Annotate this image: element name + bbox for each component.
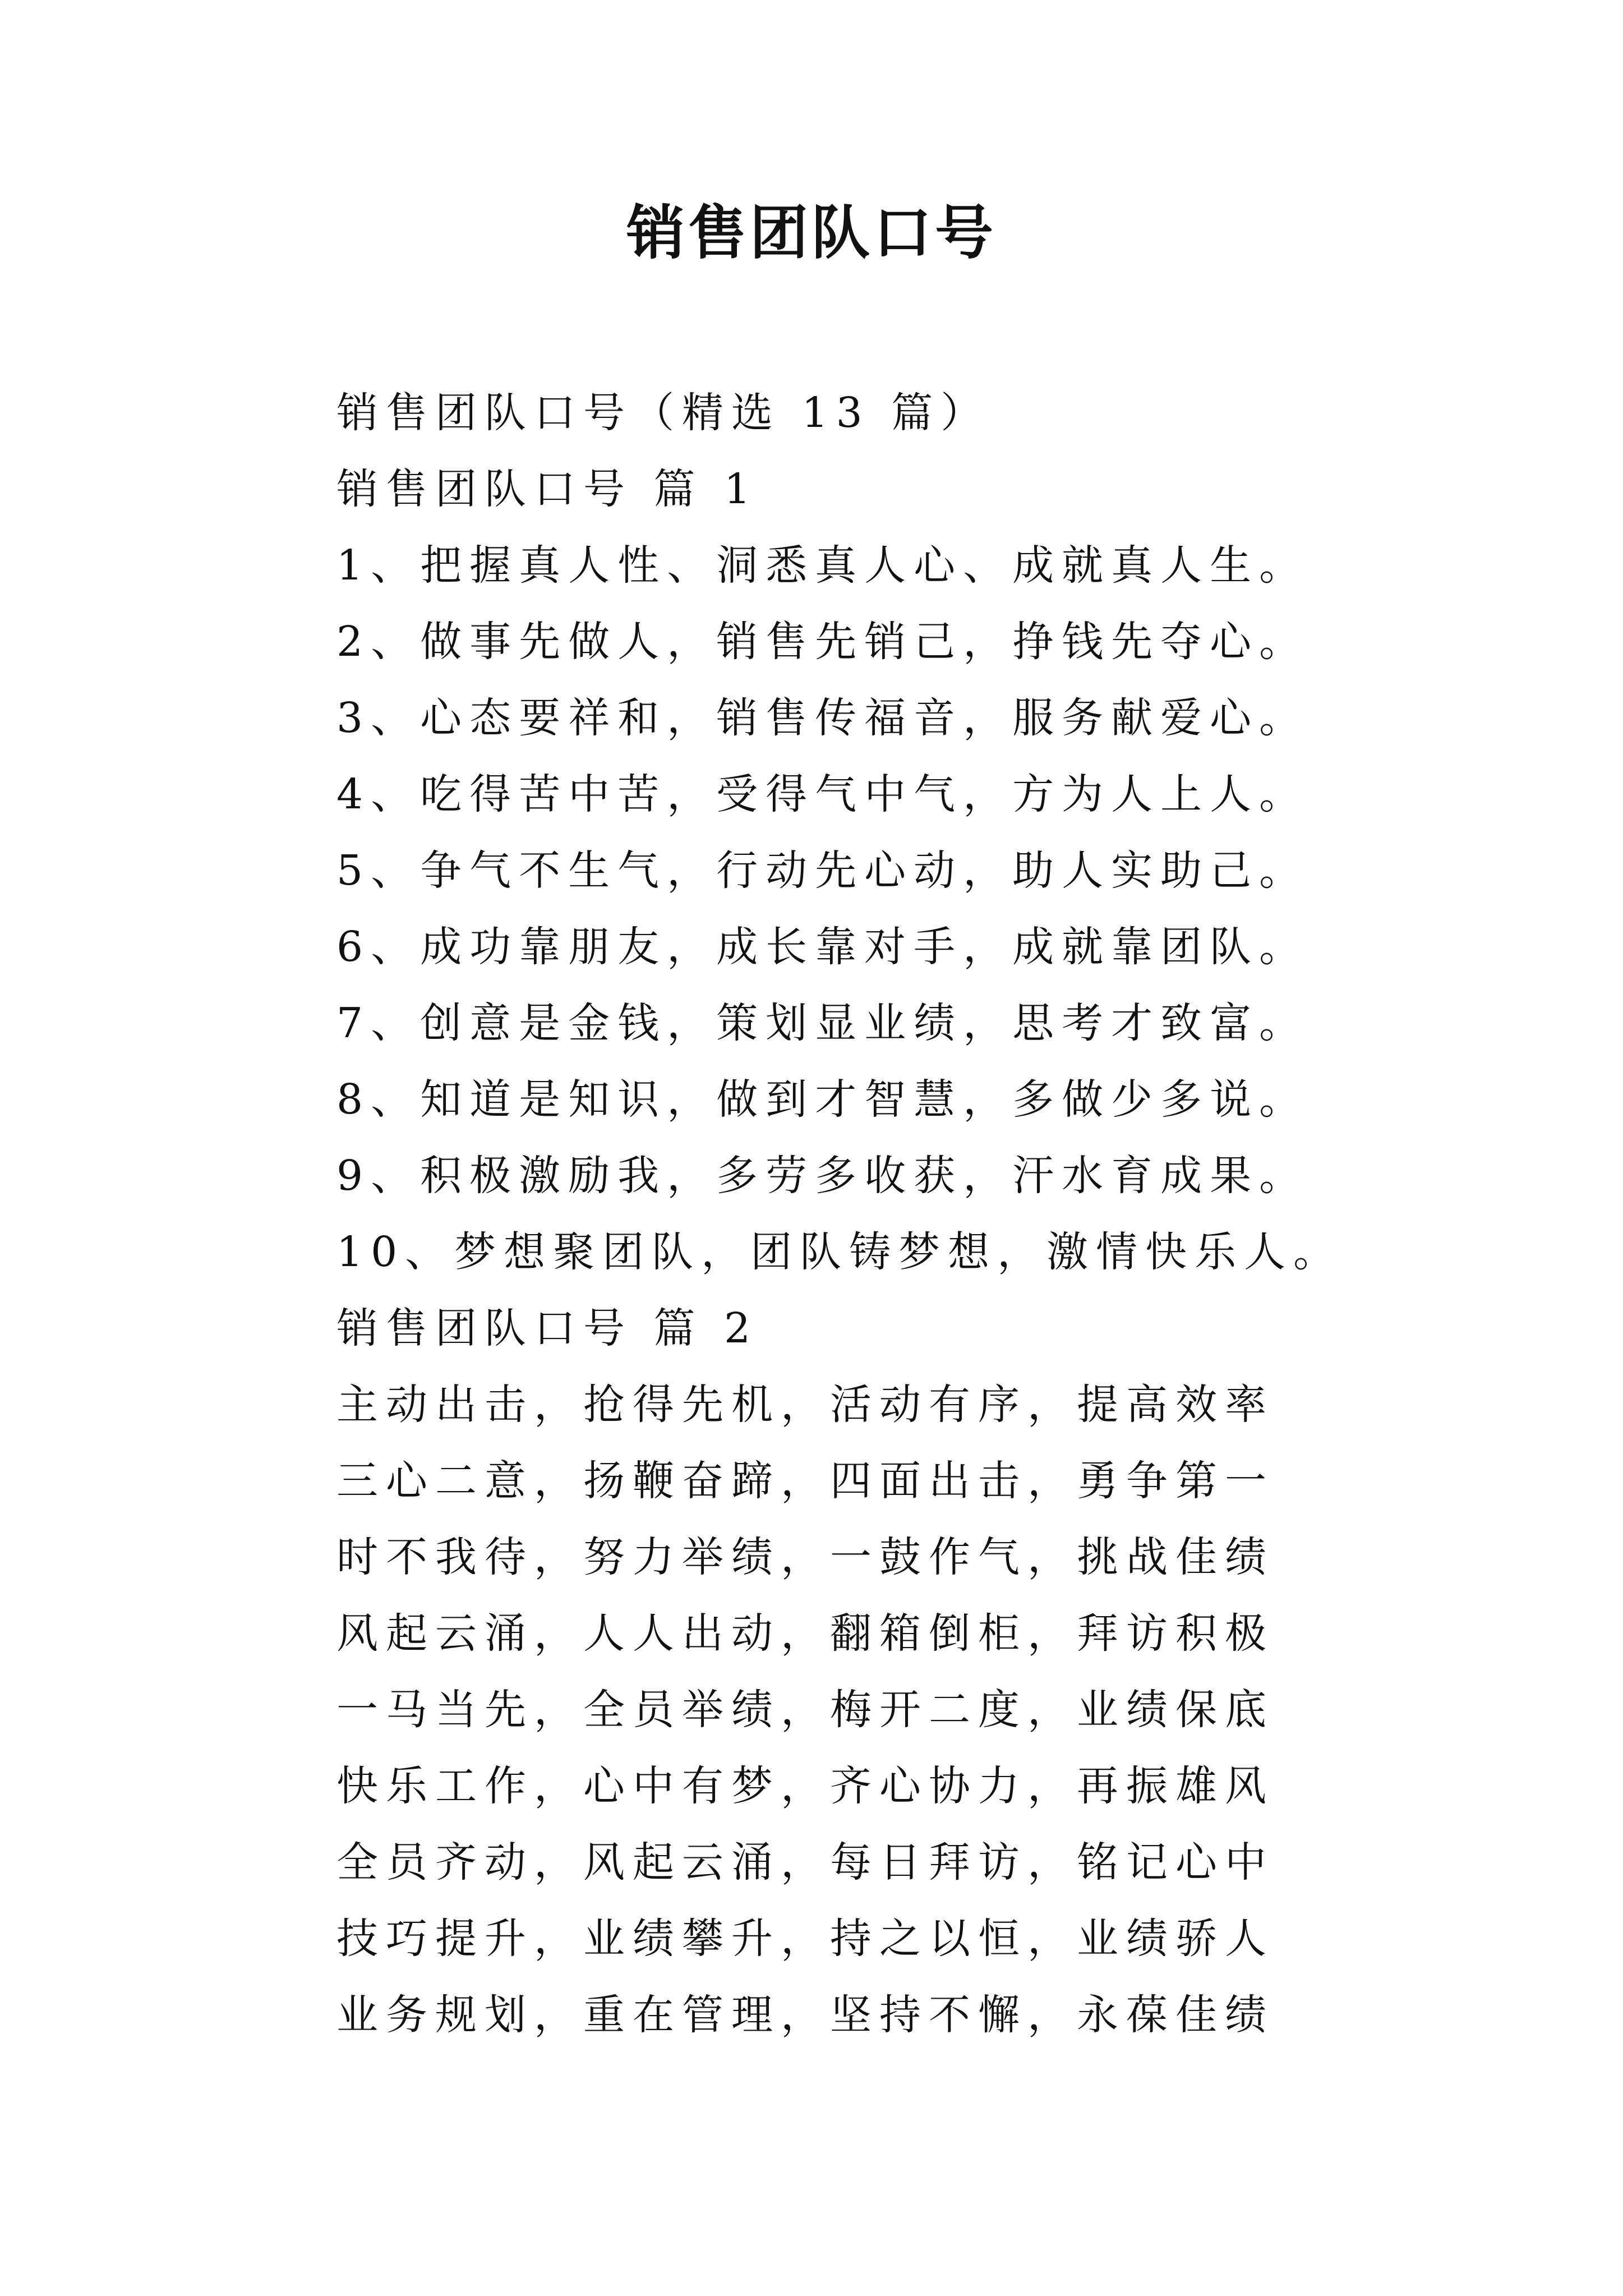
slogan-line: 业务规划，重在管理，坚持不懈，永葆佳绩 [336,1991,1274,2039]
slogan-line: 快乐工作，心中有梦，齐心协力，再振雄风 [336,1762,1274,1810]
slogan-line: 三心二意，扬鞭奋蹄，四面出击，勇争第一 [336,1457,1274,1505]
slogan-line: 1、把握真人性、洞悉真人心、成就真人生。 [336,541,1309,590]
intro-line: 销售团队口号（精选 13 篇） [336,389,990,437]
slogan-line: 主动出击，抢得先机，活动有序，提高效率 [336,1381,1274,1429]
section-heading-1: 销售团队口号 篇 1 [336,465,759,513]
slogan-line: 9、积极激励我，多劳多收获，汗水育成果。 [336,1152,1309,1200]
document-body [336,375,1570,2053]
slogan-line: 3、心态要祥和，销售传福音，服务献爱心。 [336,694,1309,742]
section-heading-2: 销售团队口号 篇 2 [336,1304,759,1352]
slogan-line: 时不我待，努力举绩，一鼓作气，挑战佳绩 [336,1533,1274,1581]
slogan-line: 技巧提升，业绩攀升，持之以恒，业绩骄人 [336,1915,1274,1963]
slogan-line: 8、知道是知识，做到才智慧，多做少多说。 [336,1075,1309,1124]
slogan-line: 6、成功靠朋友，成长靠对手，成就靠团队。 [336,923,1309,971]
slogan-line: 10、梦想聚团队，团队铸梦想，激情快乐人。 [336,1228,1343,1276]
slogan-line: 风起云涌，人人出动，翻箱倒柜，拜访积极 [336,1609,1274,1658]
slogan-line: 2、做事先做人，销售先销己，挣钱先夺心。 [336,618,1309,666]
slogan-line: 4、吃得苦中苦，受得气中气，方为人上人。 [336,770,1309,818]
document-title: 销售团队口号 [626,199,997,267]
slogan-line: 5、争气不生气，行动先心动，助人实助己。 [336,846,1309,895]
slogan-line: 7、创意是金钱，策划显业绩，思考才致富。 [336,999,1309,1047]
slogan-line: 全员齐动，风起云涌，每日拜访，铭记心中 [336,1838,1274,1887]
slogan-line: 一马当先，全员举绩，梅开二度，业绩保底 [336,1686,1274,1734]
